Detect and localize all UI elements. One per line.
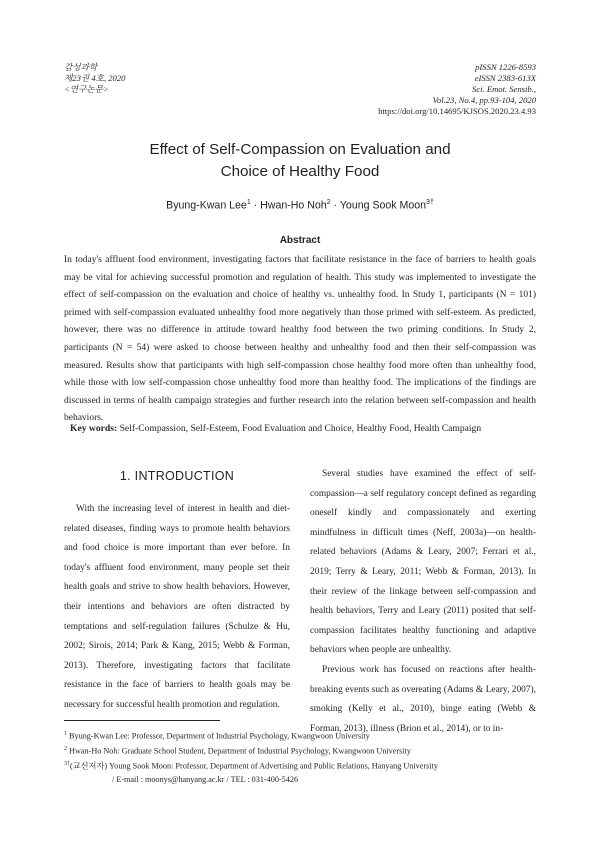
abstract-heading: Abstract: [279, 235, 321, 246]
keywords-line: [70, 422, 542, 436]
footnote-3-contact: / E-mail : moonys@hanyang.ac.kr / TEL : 031-400-5426: [112, 775, 299, 785]
keywords-text: Self-Compassion, Self-Esteem, Food Evaluation and Choice, Healthy Food, Health Campaign: [117, 423, 482, 434]
intro-paragraph-2: Several studies have examined the effect of self-compassion—a self regulatory concept defined as regarding oneself kindly and compassionately and exerting mindfulness in difficult times (Neff, 2003a)—on health-related behaviors (Adams & Leary, 2007; Ferrari et al., 2019; Terry & Leary, 2011; Webb & Forman, 2013). In their review of the linkage between self-compassion and health behaviors, Terry and Leary (2011) posited that self-compassion facilitates healthy functioning and adaptive behaviors when people are unhealthy.: [310, 469, 536, 656]
author-1: Byung-Kwan Lee: [166, 199, 247, 212]
journal-volume-korean: 제23권 4호, 2020: [64, 73, 126, 83]
footnote-divider: [64, 720, 220, 721]
journal-name-korean: 감성과학: [64, 62, 98, 72]
abstract-body: In today's affluent food environment, investigating factors that facilitate resistance in the face of barriers to health goals may be vital for achieving successful promotion and regulation of health. This study was implemented to investigate the effect of self-compassion on the evaluation and choice of healthy vs. unhealthy food. In Study 1, participants (N = 101) primed with self-compassion evaluated unhealthy food more negatively than those primed with self-esteem. As predicted, however, there was no difference in attitude toward healthy food between the two priming conditions. In Study 2, participants (N = 54) were asked to choose between healthy and unhealthy food and then their self-compassion was measured. Results show that participants with high self-compassion chose healthy food more often than unhealthy food, while those with low self-compassion chose unhealthy food more than healthy food. The implications of the findings are discussed in terms of health campaign strategies and further research into the relation between self-compassion and health behaviors.: [64, 255, 536, 424]
author-2: Hwan-Ho Noh: [260, 199, 327, 212]
footnote-3-text: (교신저자) Young Sook Moon: Professor, Department of Advertising and Public Relations, Hanyang University: [70, 761, 438, 771]
title-line-1: Effect of Self-Compassion on Evaluation and: [149, 141, 451, 158]
author-list: [60, 199, 540, 212]
doi-link[interactable]: https://doi.org/10.14695/KJSOS.2020.23.4.93: [378, 106, 536, 116]
article-type-label: <연구논문>: [64, 84, 109, 94]
footnote-2-mark: 2: [64, 746, 67, 753]
footnote-1-text: Byung-Kwan Lee: Professor, Department of Industrial Psychology, Kwangwoon University: [67, 731, 370, 741]
paper-title: [60, 139, 540, 183]
journal-header-left: [64, 62, 125, 95]
title-line-2: Choice of Healthy Food: [220, 163, 380, 180]
left-column: [64, 500, 290, 716]
intro-paragraph-3: Previous work has focused on reactions after health-breaking events such as overeating (Adams & Leary, 2007), smoking (Kelly et al., 2010), binge eating (Webb & Forman, 2013), illness (Brion et al., 2014), or to in-: [310, 664, 536, 734]
section-heading-introduction: 1. INTRODUCTION: [119, 469, 235, 483]
author-separator: ·: [330, 199, 340, 212]
footnote-1-mark: 1: [64, 731, 67, 737]
footnote-3-mark: 3†: [64, 761, 70, 768]
footnote-2: [64, 743, 438, 758]
pissn: pISSN 1226-8593: [475, 62, 536, 72]
footnote-3: [64, 758, 438, 773]
author-1-mark: 1: [246, 199, 251, 206]
eissn: eISSN 2383-613X: [474, 73, 536, 83]
journal-header-right: [378, 62, 536, 117]
keywords-label: Key words:: [70, 423, 118, 434]
intro-paragraph-1: With the increasing level of interest in health and diet-related diseases, finding ways to promote health behaviors and food choice is more important than ever before. In today's affluent food environment, many people set their health goals and strive to show health behaviors. However, their intentions and behaviors are often distracted by temptations and self-regulation failures (Schulze & Hu, 2002; Sirois, 2014; Park & Kang, 2015; Webb & Forman, 2013). Therefore, investigating factors that facilitate resistance in the face of barriers to health goals may be necessary for successful health promotion and regulation.: [64, 504, 290, 710]
author-2-mark: 2: [326, 199, 331, 206]
footnote-1: [64, 728, 438, 743]
volume-pages: Vol.23, No.4, pp.93-104, 2020: [432, 95, 536, 105]
journal-abbrev: Sci. Emot. Sensib.,: [472, 84, 536, 94]
author-separator: ·: [250, 199, 261, 212]
right-column: [310, 465, 536, 739]
footnote-2-text: Hwan-Ho Noh: Graduate School Student, Department of Industrial Psychology, Kwangwoon University: [67, 746, 411, 756]
author-3: Young Sook Moon: [339, 199, 427, 212]
author-3-mark: 3†: [426, 199, 434, 206]
footnotes: [64, 728, 438, 786]
